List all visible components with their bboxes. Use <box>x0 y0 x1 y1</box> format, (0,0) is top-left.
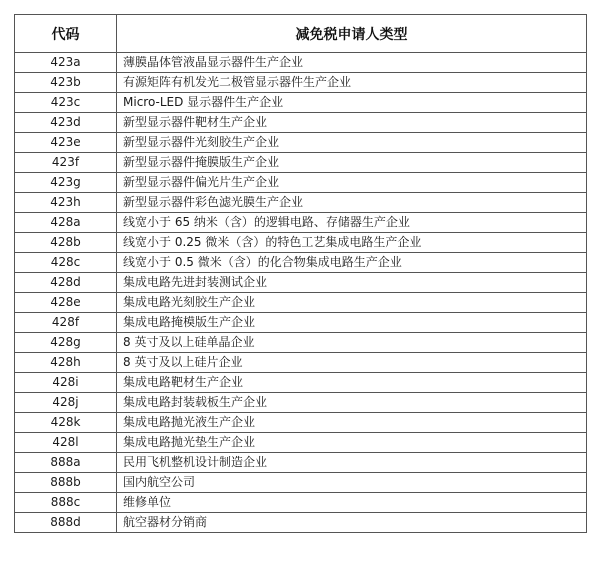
row-code-cell: 428f <box>15 313 117 333</box>
table-row <box>15 453 587 473</box>
table-container <box>14 14 587 533</box>
row-code-cell: 428h <box>15 353 117 373</box>
row-type-cell: 线宽小于 65 纳米（含）的逻辑电路、存储器生产企业 <box>117 213 587 233</box>
row-type-cell: 8 英寸及以上硅片企业 <box>117 353 587 373</box>
table-row <box>15 253 587 273</box>
row-type-cell: 航空器材分销商 <box>117 513 587 533</box>
row-type-cell: 新型显示器件彩色滤光膜生产企业 <box>117 193 587 213</box>
header-code: 代码 <box>15 15 117 53</box>
table-row <box>15 473 587 493</box>
row-type-cell: 维修单位 <box>117 493 587 513</box>
row-code-cell: 423h <box>15 193 117 213</box>
row-code-cell: 428e <box>15 293 117 313</box>
table-row <box>15 93 587 113</box>
row-code-cell: 428j <box>15 393 117 413</box>
row-code-cell: 888c <box>15 493 117 513</box>
row-code-cell: 888b <box>15 473 117 493</box>
row-code-cell: 428i <box>15 373 117 393</box>
table-row <box>15 413 587 433</box>
table-row <box>15 333 587 353</box>
row-type-cell: 薄膜晶体管液晶显示器件生产企业 <box>117 53 587 73</box>
table-row <box>15 373 587 393</box>
row-type-cell: 新型显示器件光刻胶生产企业 <box>117 133 587 153</box>
row-code-cell: 423d <box>15 113 117 133</box>
row-code-cell: 423a <box>15 53 117 73</box>
row-type-cell: 新型显示器件偏光片生产企业 <box>117 173 587 193</box>
row-code-cell: 423b <box>15 73 117 93</box>
row-type-cell: 线宽小于 0.25 微米（含）的特色工艺集成电路生产企业 <box>117 233 587 253</box>
row-code-cell: 428d <box>15 273 117 293</box>
table-row <box>15 293 587 313</box>
row-type-cell: 集成电路掩模版生产企业 <box>117 313 587 333</box>
table-row <box>15 133 587 153</box>
table-row <box>15 493 587 513</box>
row-code-cell: 423g <box>15 173 117 193</box>
row-type-cell: 集成电路靶材生产企业 <box>117 373 587 393</box>
table-row <box>15 313 587 333</box>
applicant-type-table <box>14 14 587 533</box>
row-code-cell: 423f <box>15 153 117 173</box>
row-code-cell: 428a <box>15 213 117 233</box>
row-code-cell: 428k <box>15 413 117 433</box>
table-row <box>15 173 587 193</box>
row-code-cell: 428b <box>15 233 117 253</box>
table-row <box>15 433 587 453</box>
table-row <box>15 393 587 413</box>
table-header-row <box>15 15 587 53</box>
table-row <box>15 353 587 373</box>
header-type: 减免税申请人类型 <box>117 15 587 53</box>
row-code-cell: 888d <box>15 513 117 533</box>
row-code-cell: 423e <box>15 133 117 153</box>
row-type-cell: Micro-LED 显示器件生产企业 <box>117 93 587 113</box>
row-type-cell: 集成电路抛光液生产企业 <box>117 413 587 433</box>
row-type-cell: 国内航空公司 <box>117 473 587 493</box>
row-code-cell: 888a <box>15 453 117 473</box>
table-row <box>15 213 587 233</box>
table-row <box>15 273 587 293</box>
row-type-cell: 8 英寸及以上硅单晶企业 <box>117 333 587 353</box>
row-type-cell: 民用飞机整机设计制造企业 <box>117 453 587 473</box>
row-code-cell: 428l <box>15 433 117 453</box>
table-row <box>15 513 587 533</box>
table-row <box>15 193 587 213</box>
row-code-cell: 428c <box>15 253 117 273</box>
row-code-cell: 428g <box>15 333 117 353</box>
row-type-cell: 新型显示器件掩膜版生产企业 <box>117 153 587 173</box>
table-row <box>15 73 587 93</box>
row-type-cell: 集成电路光刻胶生产企业 <box>117 293 587 313</box>
table-row <box>15 113 587 133</box>
row-type-cell: 集成电路先进封装测试企业 <box>117 273 587 293</box>
table-body <box>15 53 587 533</box>
table-row <box>15 53 587 73</box>
table-row <box>15 153 587 173</box>
row-type-cell: 新型显示器件靶材生产企业 <box>117 113 587 133</box>
row-type-cell: 有源矩阵有机发光二极管显示器件生产企业 <box>117 73 587 93</box>
row-type-cell: 线宽小于 0.5 微米（含）的化合物集成电路生产企业 <box>117 253 587 273</box>
table-row <box>15 233 587 253</box>
row-type-cell: 集成电路封装载板生产企业 <box>117 393 587 413</box>
row-type-cell: 集成电路抛光垫生产企业 <box>117 433 587 453</box>
row-code-cell: 423c <box>15 93 117 113</box>
